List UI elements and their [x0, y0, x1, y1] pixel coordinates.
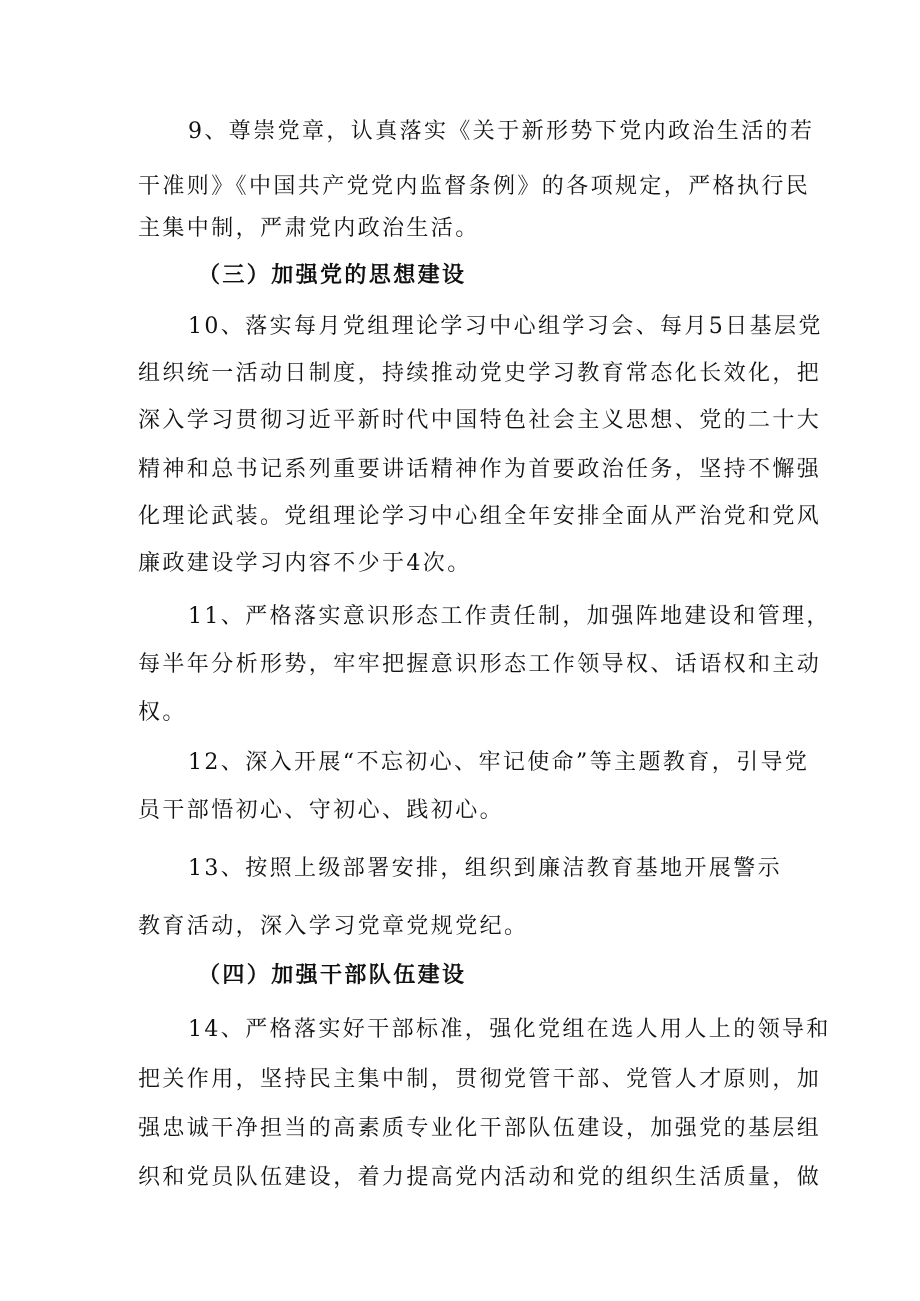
paragraph-13-line-1: 13、按照上级部署安排，组织到廉洁教育基地开展警示: [188, 856, 782, 881]
paragraph-10-line-1: 10、落实每月党组理论学习中心组学习会、每月5日基层党: [188, 314, 823, 339]
paragraph-10-line-6: 廉政建设学习内容不少于4次。: [138, 551, 472, 576]
section-heading-4: （四）加强干部队伍建设: [198, 963, 467, 988]
paragraph-13-line-2: 教育活动，深入学习党章党规党纪。: [138, 914, 529, 939]
paragraph-9-line-3: 主集中制，严肃党内政治生活。: [138, 216, 480, 241]
paragraph-14-line-2: 把关作用，坚持民主集中制，贯彻党管干部、党管人才原则，加: [138, 1067, 822, 1092]
paragraph-10-line-3: 深入学习贯彻习近平新时代中国特色社会主义思想、党的二十大: [138, 408, 822, 433]
paragraph-12-line-2: 员干部悟初心、守初心、践初心。: [138, 798, 505, 823]
paragraph-11-line-3: 权。: [138, 700, 187, 725]
paragraph-11-line-2: 每半年分析形势，牢牢把握意识形态工作领导权、话语权和主动: [138, 652, 822, 677]
section-heading-3: （三）加强党的思想建设: [198, 263, 467, 288]
paragraph-10-line-2: 组织统一活动日制度，持续推动党史学习教育常态化长效化，把: [138, 361, 822, 386]
paragraph-14-line-1: 14、严格落实好干部标准，强化党组在选人用人上的领导和: [188, 1017, 831, 1042]
paragraph-10-line-4: 精神和总书记系列重要讲话精神作为首要政治任务，坚持不懈强: [138, 457, 822, 482]
paragraph-14-line-4: 织和党员队伍建设，着力提高党内活动和党的组织生活质量，做: [138, 1165, 822, 1190]
paragraph-9-line-2: 干准则》《中国共产党党内监督条例》的各项规定，严格执行民: [138, 174, 811, 199]
paragraph-11-line-1: 11、严格落实意识形态工作责任制，加强阵地建设和管理，: [188, 604, 831, 629]
paragraph-9-line-1: 9、尊崇党章，认真落实《关于新形势下党内政治生活的若: [188, 119, 815, 144]
paragraph-14-line-3: 强忠诚干净担当的高素质专业化干部队伍建设，加强党的基层组: [138, 1116, 822, 1141]
paragraph-12-line-1: 12、深入开展“不忘初心、牢记使命”等主题教育，引导党: [188, 750, 810, 775]
paragraph-10-line-5: 化理论武装。党组理论学习中心组全年安排全面从严治党和党风: [138, 504, 822, 529]
